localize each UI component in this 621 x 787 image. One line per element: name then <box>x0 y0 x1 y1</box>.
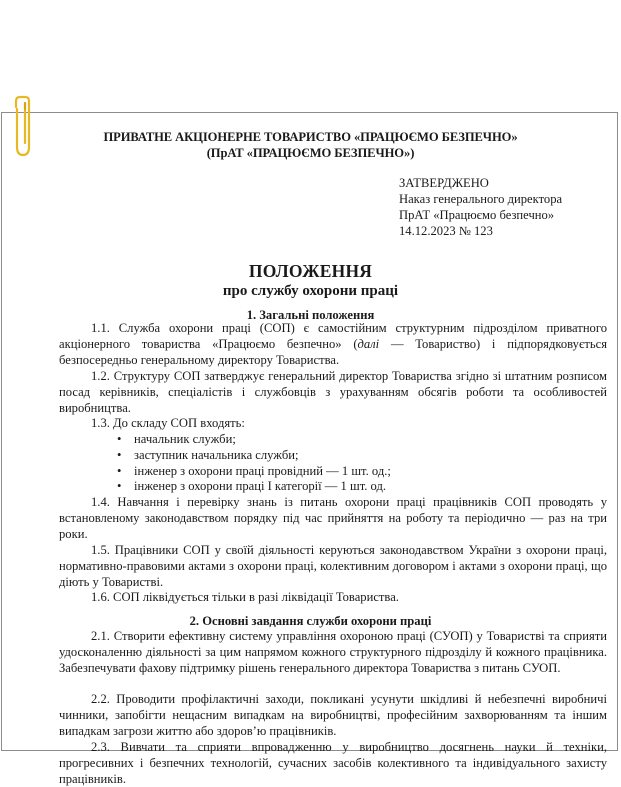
list-item <box>117 479 391 495</box>
bullet-icon: • <box>117 479 122 494</box>
section-heading: 1. Загальні положення <box>246 308 375 322</box>
list-item <box>117 432 391 448</box>
staff-list <box>117 432 391 495</box>
list-item-text: начальник служби; <box>134 432 236 446</box>
paragraph-1-6: 1.6. СОП ліквідується тільки в разі ліквідації Товариства. <box>91 590 399 604</box>
paragraph-2-1: 2.1. Створити ефективну систему управління охороною праці (СУОП) у Товаристві та сприяти удосконаленню діяльності за цим напрямом кожного структурного підрозділу й кожного працівника. Забезпечувати фахову підтримку рішень генерального директора Товариства з питань СУОП. <box>59 629 607 675</box>
paragraph-1-1 <box>59 321 607 368</box>
paragraph-2-2: 2.2. Проводити профілактичні заходи, покликані усунути шкідливі й небезпечні виробничі чинники, запобігти нещасним випадкам на виробництві, професійним захворюванням та іншим випадкам загрози життю або здоров’ю працівників. <box>59 692 607 738</box>
bullet-icon: • <box>117 432 122 446</box>
organization-name: ПРИВАТНЕ АКЦІОНЕРНЕ ТОВАРИСТВО «ПРАЦЮЄМО БЕЗПЕЧНО» <box>103 130 518 144</box>
paragraph-italic: далі <box>357 336 380 351</box>
list-item <box>117 464 391 480</box>
paragraph-2-3: 2.3. Вивчати та сприяти впровадженню у виробництво досягнень науки й техніки, прогресивних і безпечних технологій, сучасних засобів колективного та індивідуального захисту працівників. <box>59 740 607 786</box>
approval-label: ЗАТВЕРДЖЕНО <box>399 176 489 190</box>
list-item <box>117 448 391 464</box>
paragraph-1-4: 1.4. Навчання і перевірку знань із питань охорони праці працівників СОП проводять у встановленому законодавством порядку під час прийняття на роботу та періодично — раз на три роки. <box>59 495 607 541</box>
paragraph-1-2: 1.2. Структуру СОП затверджує генеральний директор Товариства згідно зі штатним розписом посад керівників, спеціалістів і службовців з урахуванням обсягів роботи та особливостей виробництва. <box>59 369 607 415</box>
approval-block <box>399 175 562 239</box>
paragraph-1-3: 1.3. До складу СОП входять: <box>91 416 245 430</box>
paragraph-text: 1.1. Служба охорони праці (СОП) є самостійним структурним підрозділом приватного акціонерного товариства «Працюємо безпечно» ( <box>59 321 607 351</box>
bullet-icon: • <box>117 447 122 462</box>
approval-order: Наказ генерального директора <box>399 192 563 206</box>
list-item-text: заступник начальника служби; <box>134 447 299 462</box>
document-subtitle: про службу охорони праці <box>222 283 399 299</box>
approval-date-number: 14.12.2023 № 123 <box>399 224 493 238</box>
paragraph-text: — Товариство) і підпорядковується безпосередньо генеральному директору Товариства. <box>59 336 607 367</box>
list-item-text: інженер з охорони праці провідний — 1 шт. од.; <box>134 463 391 478</box>
bullet-icon: • <box>117 463 122 478</box>
section-heading: 2. Основні завдання служби охорони праці <box>189 614 432 628</box>
list-item-text: інженер з охорони праці І категорії — 1 шт. од. <box>134 479 387 494</box>
paragraph-1-5: 1.5. Працівники СОП у своїй діяльності керуються законодавством України з охорони праці, нормативно-правовими актами з охорони праці, колективним договором і актами з охорони праці, що діють у Товаристві. <box>59 543 607 589</box>
paper-clip-icon <box>9 95 35 157</box>
approval-company: ПрАТ «Працюємо безпечно» <box>399 208 555 222</box>
organization-short-name: (ПрАТ «ПРАЦЮЄМО БЕЗПЕЧНО») <box>206 146 415 160</box>
document-title: ПОЛОЖЕННЯ <box>248 261 373 281</box>
document-page <box>1 112 618 786</box>
